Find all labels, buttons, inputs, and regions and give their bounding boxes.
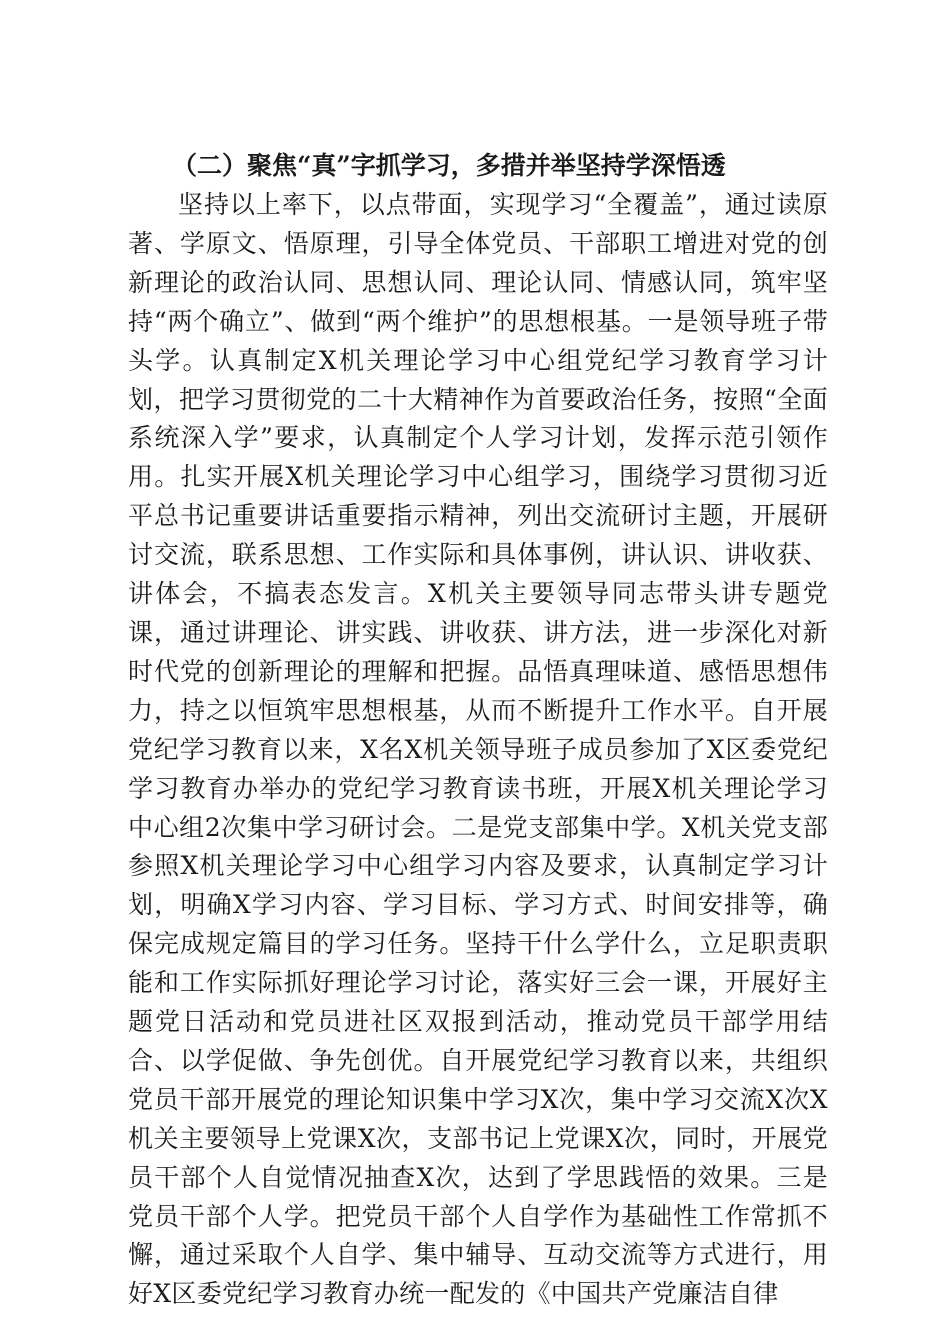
- section-heading: （二）聚焦“真”字抓学习，多措并举坚持学深悟透: [172, 151, 726, 180]
- body-paragraph: 坚持以上率下，以点带面，实现学习“全覆盖”，通过读原著、学原文、悟原理，引导全体党员、干部职工增进对党的创新理论的政治认同、思想认同、理论认同、情感认同，筑牢坚持“两个确立”、做到“两个维护”的思想根基。一是领导班子带头学。认真制定X机关理论学习中心组党纪学习教育学习计划，把学习贯彻党的二十大精神作为首要政治任务，按照“全面系统深入学”要求，认真制定个人学习计划，发挥示范引领作用。扎实开展X机关理论学习中心组学习，围绕学习贯彻习近平总书记重要讲话重要指示精神，列出交流研讨主题，开展研讨交流，联系思想、工作实际和具体事例，讲认识、讲收获、讲体会，不搞表态发言。X机关主要领导同志带头讲专题党课，通过讲理论、讲实践、讲收获、讲方法，进一步深化对新时代党的创新理论的理解和把握。品悟真理味道、感悟思想伟力，持之以恒筑牢思想根基，从而不断提升工作水平。自开展党纪学习教育以来，X名X机关领导班子成员参加了X区委党纪学习教育办举办的党纪学习教育读书班，开展X机关理论学习中心组2次集中学习研讨会。二是党支部集中学。X机关党支部参照X机关理论学习中心组学习内容及要求，认真制定学习计划，明确X学习内容、学习目标、学习方式、时间安排等，确保完成规定篇目的学习任务。坚持干什么学什么，立足职责职能和工作实际抓好理论学习讨论，落实好三会一课，开展好主题党日活动和党员进社区双报到活动，推动党员干部学用结合、以学促做、争先创优。自开展党纪学习教育以来，共组织党员干部开展党的理论知识集中学习X次，集中学习交流X次X机关主要领导上党课X次，支部书记上党课X次，同时，开展党员干部个人自觉情况抽查X次，达到了学思践悟的效果。三是党员干部个人学。把党员干部个人自学作为基础性工作常抓不懈，通过采取个人自学、集中辅导、互动交流等方式进行，用好X区委党纪学习教育办统一配发的《中国共产党廉洁自律: [128, 190, 828, 1309]
- document-body: [128, 146, 828, 1314]
